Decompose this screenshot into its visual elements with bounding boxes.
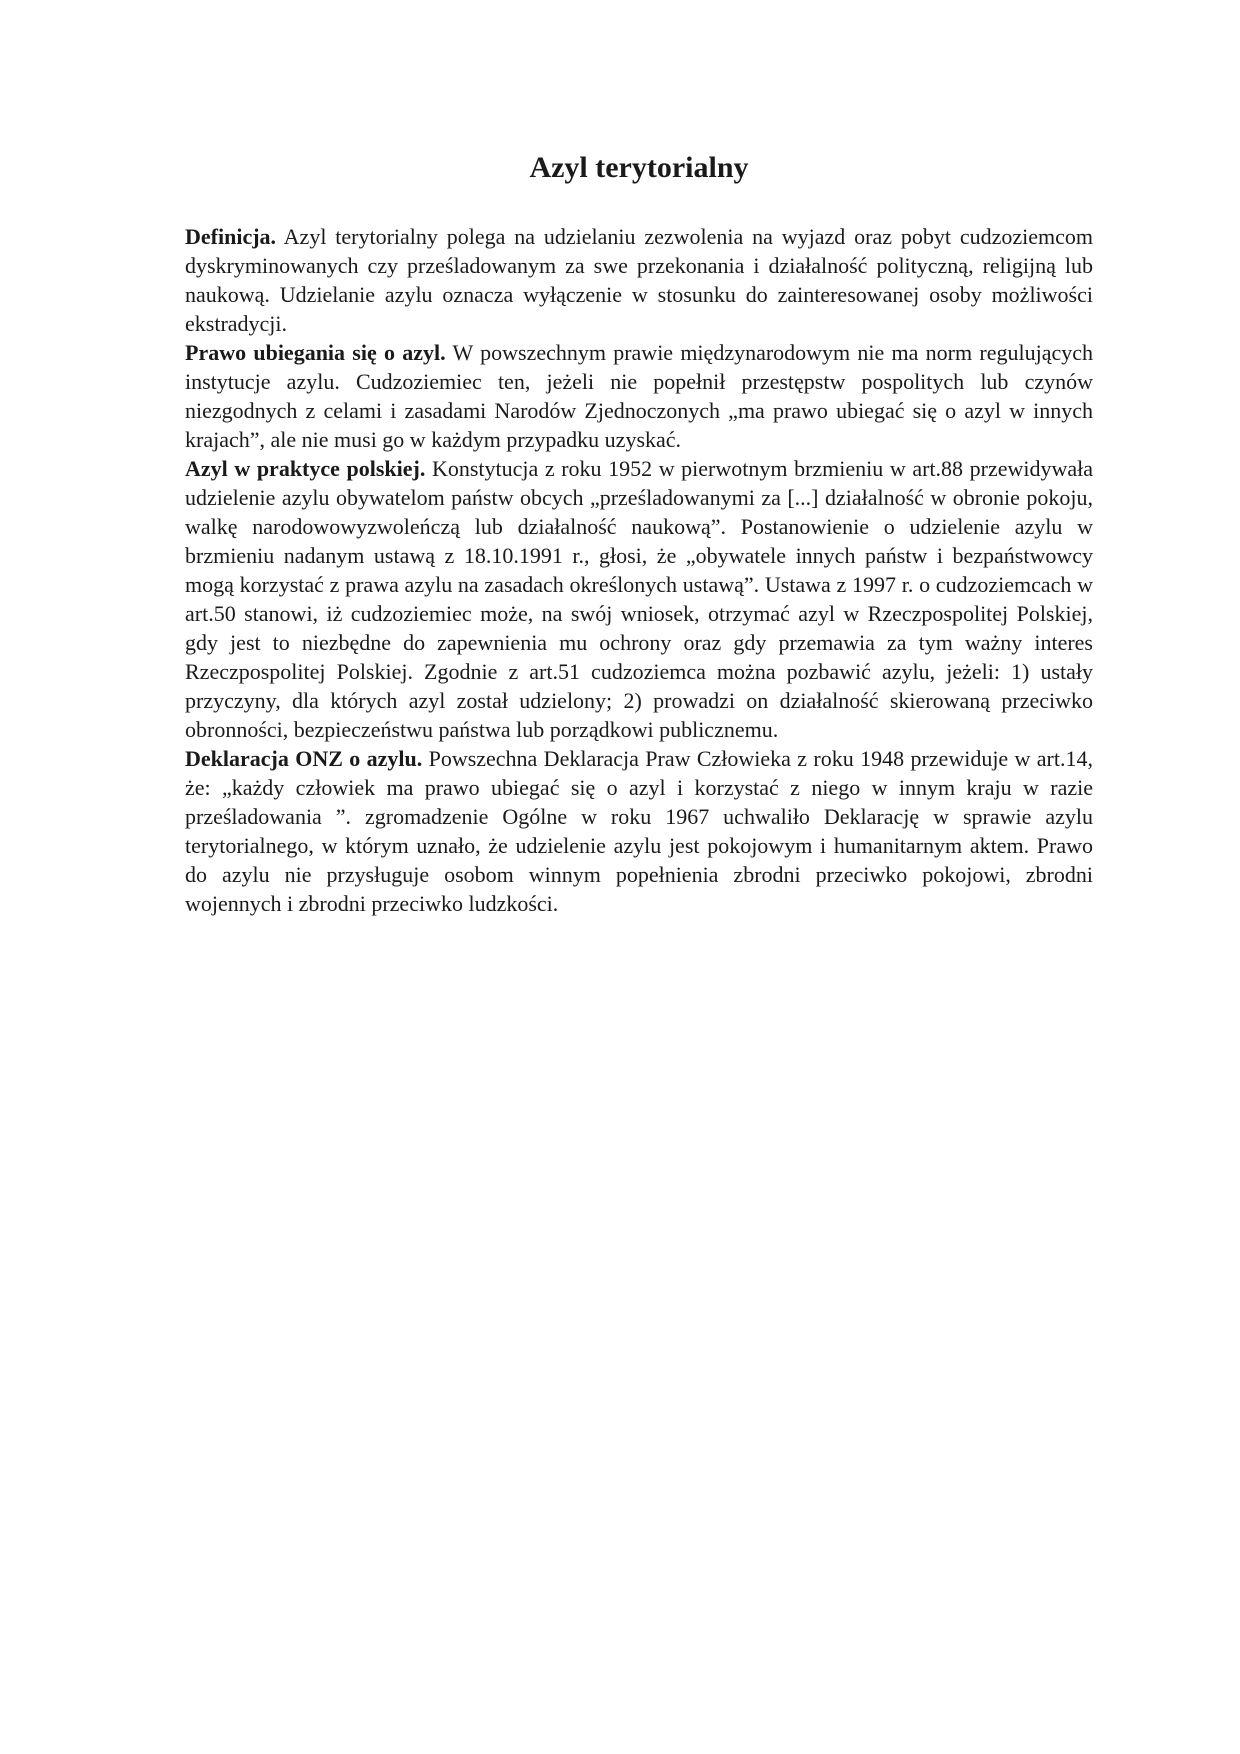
section-heading: Deklaracja ONZ o azylu.: [185, 746, 423, 771]
section-text: Konstytucja z roku 1952 w pierwotnym brzmieniu w art.88 przewidywała udzielenie azylu obywatelom państw obcych „prześladowanymi za [...] działalność w obronie pokoju, walkę narodowowyzwoleńczą lub działalność naukową”. Postanowienie o udzielenie azylu w brzmieniu nadanym ustawą z 18.10.1991 r., głosi, że „obywatele innych państw i bezpaństwowcy mogą korzystać z prawa azylu na zasadach określonych ustawą”. Ustawa z 1997 r. o cudzoziemcach w art.50 stanowi, iż cudzoziemiec może, na swój wniosek, otrzymać azyl w Rzeczpospolitej Polskiej, gdy jest to niezbędne do zapewnienia mu ochrony oraz gdy przemawia za tym ważny interes Rzeczpospolitej Polskiej. Zgodnie z art.51 cudzoziemca można pozbawić azylu, jeżeli: 1) ustały przyczyny, dla których azyl został udzielony; 2) prowadzi on działalność skierowaną przeciwko obronności, bezpieczeństwu państwa lub porządkowi publicznemu.: [185, 456, 1094, 742]
section-un-declaration: [185, 744, 1093, 918]
section-right-to-asylum: [185, 338, 1093, 454]
section-polish-practice: [185, 454, 1093, 744]
section-heading: Definicja.: [185, 224, 277, 249]
section-text: Powszechna Deklaracja Praw Człowieka z roku 1948 przewiduje w art.14, że: „każdy człowiek ma prawo ubiegać się o azyl i korzystać z niego w innym kraju w razie prześladowania ”. zgromadzenie Ogólne w roku 1967 uchwaliło Deklarację w sprawie azylu terytorialnego, w którym uznało, że udzielenie azylu jest pokojowym i humanitarnym aktem. Prawo do azylu nie przysługuje osobom winnym popełnienia zbrodni przeciwko pokojowi, zbrodni wojennych i zbrodni przeciwko ludzkości.: [185, 746, 1093, 916]
document-title: Azyl terytorialny: [529, 151, 749, 184]
section-heading: Azyl w praktyce polskiej.: [185, 456, 426, 481]
section-text: Azyl terytorialny polega na udzielaniu zezwolenia na wyjazd oraz pobyt cudzoziemcom dyskryminowanych czy prześladowanym za swe przekonania i działalność polityczną, religijną lub naukową. Udzielanie azylu oznacza wyłączenie w stosunku do zainteresowanej osoby możliwości ekstradycji.: [185, 224, 1093, 336]
section-text: W powszechnym prawie międzynarodowym nie ma norm regulujących instytucje azylu. Cudzoziemiec ten, jeżeli nie popełnił przestępstw pospolitych lub czynów niezgodnych z celami i zasadami Narodów Zjednoczonych „ma prawo ubiegać się o azyl w innych krajach”, ale nie musi go w każdym przypadku uzyskać.: [185, 340, 1093, 452]
document-body: [185, 148, 1093, 918]
section-heading: Prawo ubiegania się o azyl.: [185, 340, 446, 365]
section-definition: [185, 222, 1093, 338]
